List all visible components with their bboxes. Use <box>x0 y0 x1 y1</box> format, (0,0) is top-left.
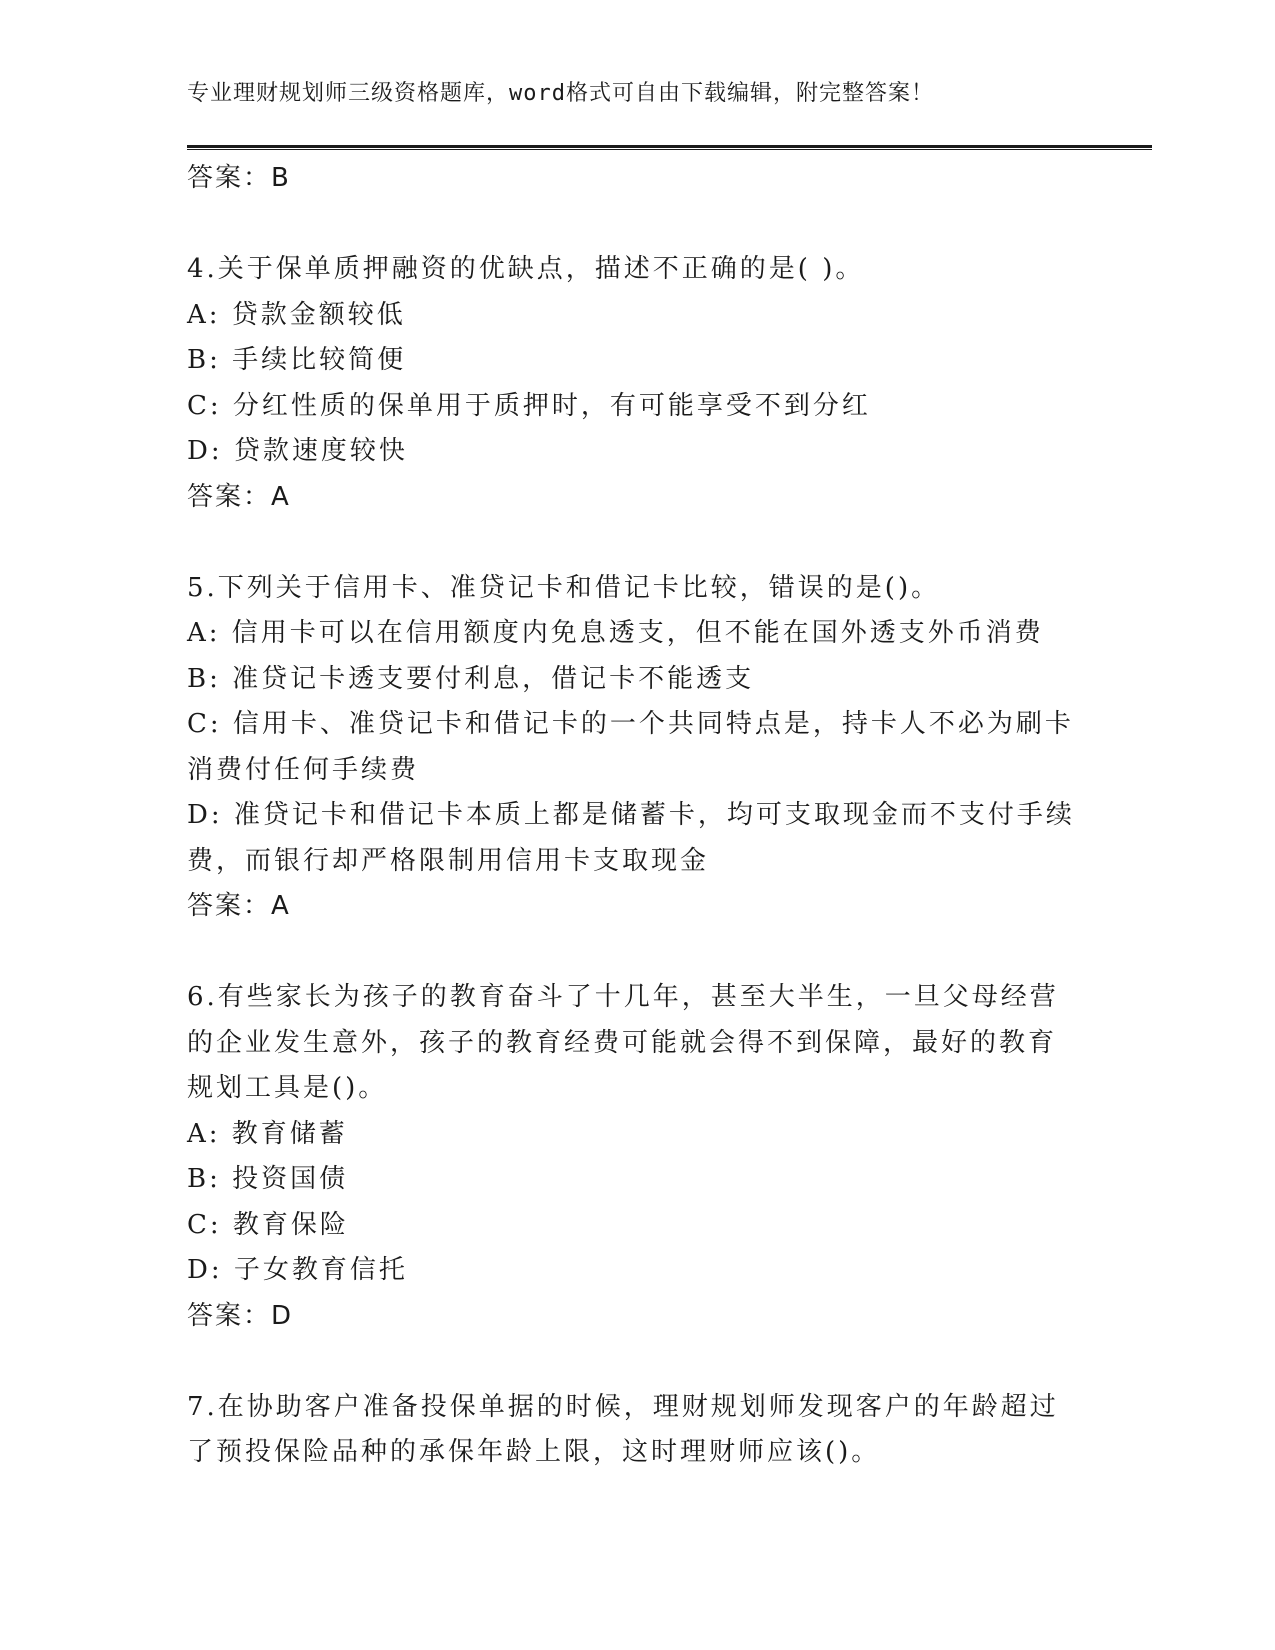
option-b: B: 手续比较简便 <box>187 345 407 375</box>
spacer <box>187 520 1087 566</box>
option-c: C: 信用卡、准贷记卡和借记卡的一个共同特点是，持卡人不必为刷卡 <box>187 709 1074 739</box>
option-c: C: 教育保险 <box>187 1209 349 1240</box>
question-stem-continued: 的企业发生意外，孩子的教育经费可能就会得不到保障，最好的教育 <box>187 1027 1058 1058</box>
option-b: B: 准贷记卡透支要付利息，借记卡不能透支 <box>187 663 755 694</box>
answer-line: 答案：A <box>187 481 291 512</box>
option-a: A: 教育储蓄 <box>187 1118 348 1149</box>
question-stem: 4.关于保单质押融资的优缺点，描述不正确的是( )。 <box>187 254 865 284</box>
option-d: D: 准贷记卡和借记卡本质上都是储蓄卡，均可支取现金而不支付手续 <box>187 800 1075 830</box>
question-stem-continued: 了预投保险品种的承保年龄上限，这时理财师应该()。 <box>187 1437 881 1467</box>
option-b: B: 投资国债 <box>187 1164 349 1194</box>
answer-line: 答案：B <box>187 163 291 193</box>
question-stem: 7.在协助客户准备投保单据的时候，理财规划师发现客户的年龄超过 <box>187 1391 1059 1422</box>
option-c-continued: 消费付任何手续费 <box>187 754 420 785</box>
question-stem: 6.有些家长为孩子的教育奋斗了十几年，甚至大半生，一旦父母经营 <box>187 982 1059 1012</box>
question-stem-continued: 规划工具是()。 <box>187 1073 388 1103</box>
question-4 <box>187 247 1087 520</box>
option-a: A: 贷款金额较低 <box>187 299 406 330</box>
question-stem: 5.下列关于信用卡、准贷记卡和借记卡比较，错误的是()。 <box>187 572 941 603</box>
document-body <box>187 156 1087 1476</box>
question-5 <box>187 566 1087 930</box>
question-7 <box>187 1385 1087 1476</box>
header-rule <box>187 145 1152 150</box>
option-d: D: 子女教育信托 <box>187 1255 408 1285</box>
answer-line: 答案：D <box>187 1300 294 1331</box>
spacer <box>187 1339 1087 1385</box>
answer-line: 答案：A <box>187 891 291 921</box>
question-6 <box>187 975 1087 1339</box>
option-d: D: 贷款速度较快 <box>187 436 408 466</box>
option-d-continued: 费，而银行却严格限制用信用卡支取现金 <box>187 845 710 876</box>
option-a: A: 信用卡可以在信用额度内免息透支，但不能在国外透支外币消费 <box>187 618 1044 648</box>
spacer <box>187 930 1087 976</box>
option-c: C: 分红性质的保单用于质押时，有可能享受不到分红 <box>187 390 871 421</box>
spacer <box>187 202 1087 248</box>
page-header: 专业理财规划师三级资格题库，word格式可自由下载编辑，附完整答案！ <box>187 81 934 106</box>
